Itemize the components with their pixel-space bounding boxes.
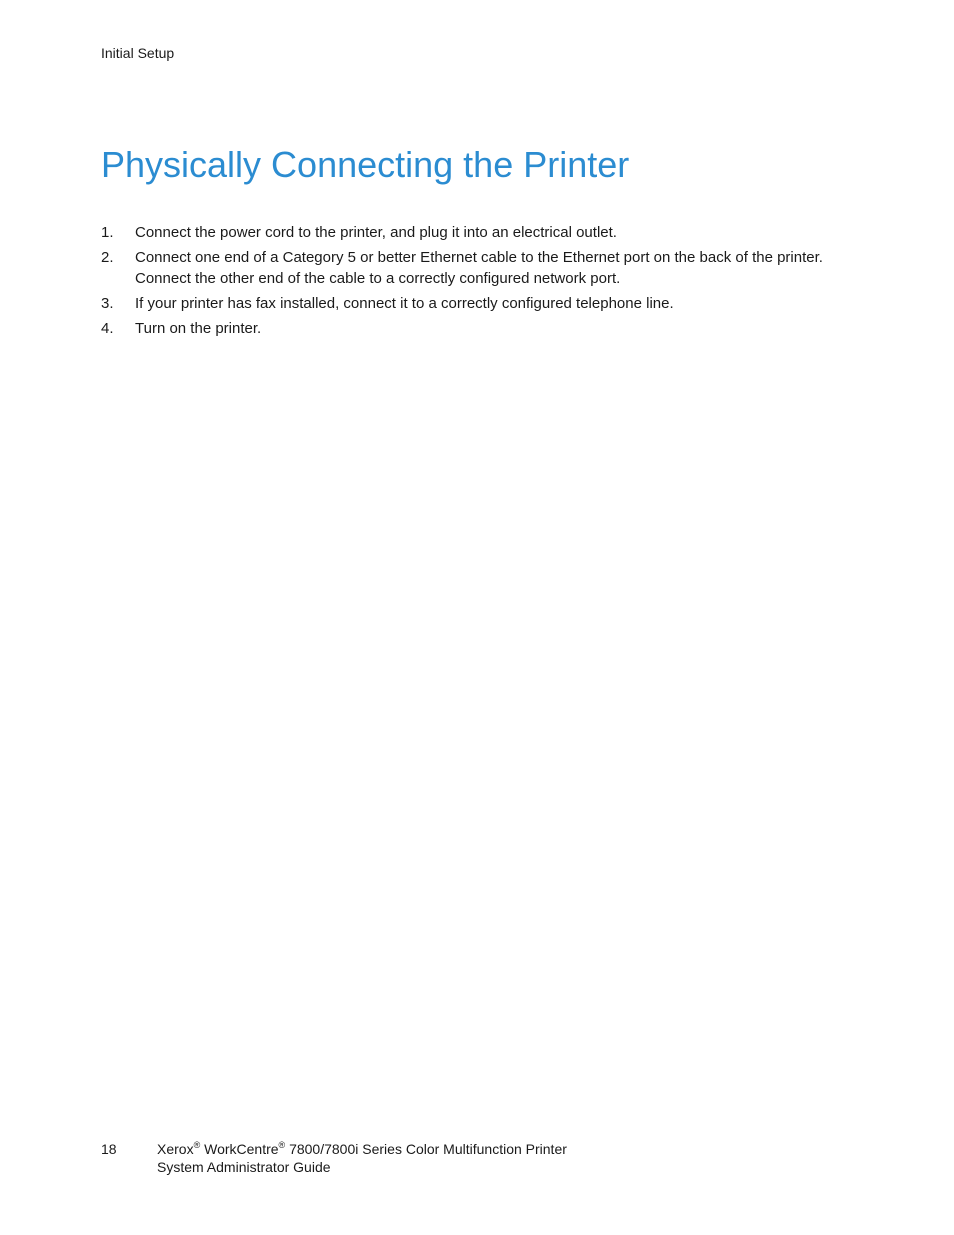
footer-doc-info bbox=[157, 1140, 717, 1176]
footer-product-suffix: 7800/7800i Series Color Multifunction Printer bbox=[289, 1141, 567, 1157]
registered-mark: ® bbox=[193, 1140, 201, 1150]
page-number: 18 bbox=[101, 1141, 117, 1157]
list-item bbox=[101, 318, 841, 339]
footer-product: WorkCentre bbox=[204, 1141, 279, 1157]
footer-product-line bbox=[157, 1140, 717, 1158]
list-item bbox=[101, 222, 841, 243]
step-text: Connect the power cord to the printer, and plug it into an electrical outlet. bbox=[135, 224, 617, 241]
registered-mark: ® bbox=[278, 1140, 286, 1150]
step-number: 4. bbox=[101, 320, 114, 337]
list-item bbox=[101, 247, 841, 289]
step-number: 2. bbox=[101, 249, 114, 266]
step-text: Connect one end of a Category 5 or better Ethernet cable to the Ethernet port on the back of the printer. Connect the other end of the cable to a correctly configured network port. bbox=[135, 249, 823, 287]
running-header: Initial Setup bbox=[101, 45, 175, 61]
step-number: 3. bbox=[101, 295, 114, 312]
step-text: Turn on the printer. bbox=[135, 320, 262, 337]
footer-brand: Xerox bbox=[157, 1141, 194, 1157]
step-number: 1. bbox=[101, 224, 114, 241]
page-title: Physically Connecting the Printer bbox=[101, 144, 630, 185]
steps-list bbox=[101, 222, 841, 343]
footer-guide-title: System Administrator Guide bbox=[157, 1159, 331, 1175]
list-item bbox=[101, 293, 841, 314]
step-text: If your printer has fax installed, connect it to a correctly configured telephone line. bbox=[135, 295, 674, 312]
